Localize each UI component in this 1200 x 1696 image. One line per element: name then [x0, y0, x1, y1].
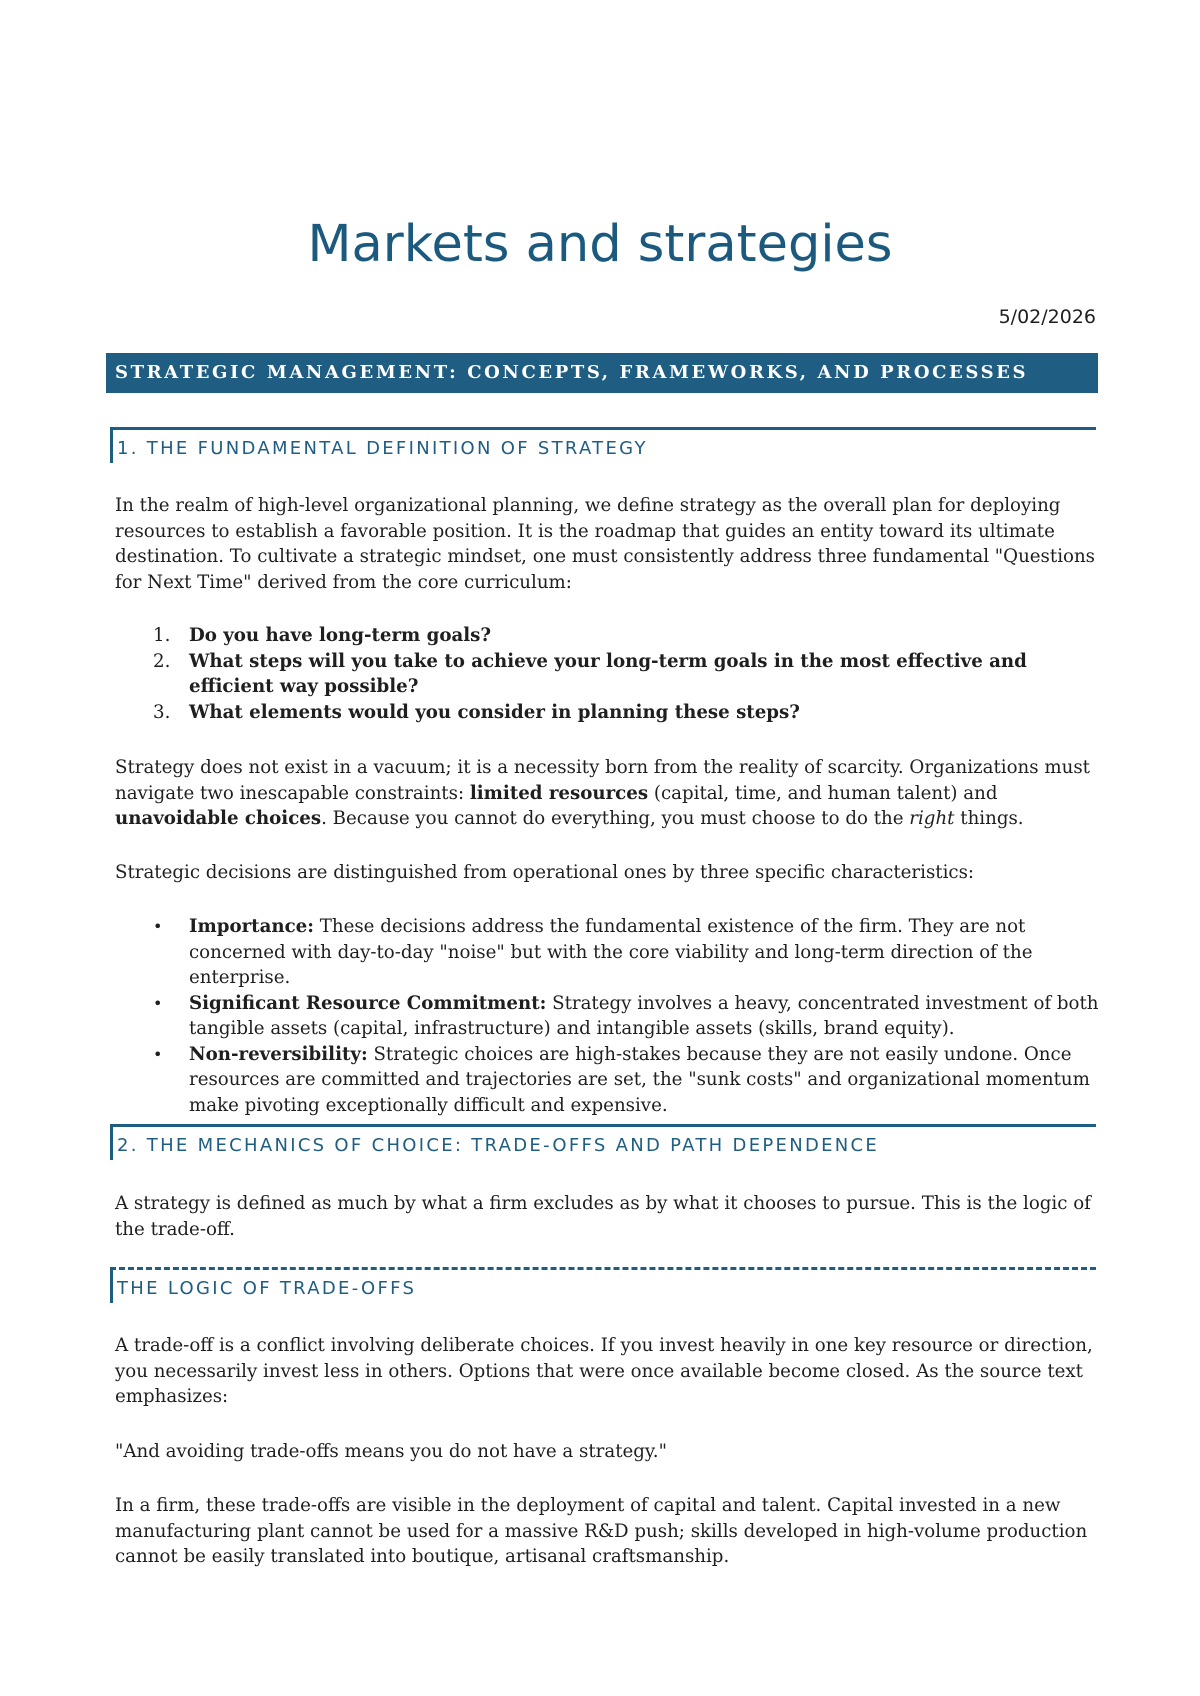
document-date: 5/02/2026: [998, 306, 1096, 328]
scarcity-text-2: (capital, time, and human talent) and: [648, 782, 998, 804]
tradeoff-quote: "And avoiding trade-offs means you do not have a strategy.": [115, 1441, 667, 1462]
bullet: •: [153, 993, 163, 1013]
question-text: What elements would you consider in planning these steps?: [189, 701, 800, 723]
scarcity-text-4: things.: [954, 808, 1024, 829]
tradeoff-paragraph: A trade-off is a conflict involving deliberate choices. If you invest heavily in one key resource or direction, you necessarily invest less in others. Options that were once available become closed. As the source text emphasizes:: [115, 1335, 1093, 1407]
bullet: •: [153, 1044, 163, 1064]
list-item: [115, 914, 1100, 991]
subsection-heading: THE LOGIC OF TRADE-OFFS: [117, 1278, 417, 1299]
section-1-heading-box: [110, 427, 1096, 463]
bullet: •: [153, 917, 163, 936]
list-item: [115, 623, 1100, 649]
characteristic-text: Strategic choices are high-stakes because they are not easily undone. Once resources are committed and trajectories are set, the "sunk costs" and organizational momentum make pivoting exceptionally difficult and expensive.: [189, 1043, 1090, 1116]
list-item: [115, 991, 1100, 1042]
characteristic-text: These decisions address the fundamental existence of the firm. They are not concerned with day-to-day "noise" but with the core viability and long-term direction of the enterprise.: [189, 916, 1033, 988]
capital-paragraph: In a firm, these trade-offs are visible in the deployment of capital and talent. Capital invested in a new manufacturing plant cannot be used for a massive R&D push; skills developed in high-volume production cannot be easily translated into boutique, artisanal craftsmanship.: [115, 1495, 1088, 1567]
characteristics-list: [115, 914, 1100, 1118]
section-1-intro: In the realm of high-level organizational planning, we define strategy as the overall plan for deploying resources to establish a favorable position. It is the roadmap that guides an entity toward its ultimate destination. To cultivate a strategic mindset, one must consistently address three fundamental "Questions for Next Time" derived from the core curriculum:: [115, 495, 1096, 593]
list-number: 3.: [153, 701, 171, 723]
question-text: What steps will you take to achieve your long-term goals in the most effective and efficient way possible?: [189, 650, 1027, 697]
question-text: Do you have long-term goals?: [189, 625, 492, 646]
list-number: 2.: [153, 650, 171, 672]
section-1-heading: 1. THE FUNDAMENTAL DEFINITION OF STRATEGY: [117, 438, 648, 459]
scarcity-text-1: Strategy does not exist in a vacuum; it is a necessity born from the reality of scarcity. Organizations must navigate two inescapable constraints:: [115, 757, 1090, 804]
scarcity-bold-1: limited resources: [469, 782, 649, 804]
list-item: [115, 1042, 1100, 1119]
characteristic-label: Importance:: [189, 916, 314, 937]
list-item: [115, 649, 1100, 700]
section-banner: STRATEGIC MANAGEMENT: CONCEPTS, FRAMEWORKS, AND PROCESSES: [106, 353, 1098, 393]
list-number: 1.: [153, 625, 171, 646]
scarcity-italic: right: [909, 808, 955, 829]
scarcity-paragraph: [115, 755, 1100, 832]
section-2-heading-box: [110, 1124, 1096, 1160]
section-2-heading: 2. THE MECHANICS OF CHOICE: TRADE-OFFS AND PATH DEPENDENCE: [117, 1135, 880, 1156]
characteristic-label: Non-reversibility:: [189, 1043, 368, 1065]
list-item: [115, 700, 1100, 726]
decisions-intro: Strategic decisions are distinguished from operational ones by three specific characteristics:: [115, 862, 975, 883]
questions-list: [115, 623, 1100, 725]
characteristic-label: Significant Resource Commitment:: [189, 992, 547, 1014]
scarcity-text-3: . Because you cannot do everything, you must choose to do the: [321, 808, 910, 829]
section-2-intro: A strategy is defined as much by what a firm excludes as by what it chooses to pursue. This is the logic of the trade-off.: [115, 1193, 1091, 1240]
characteristic-text: Strategy involves a heavy, concentrated investment of both tangible assets (capital, infrastructure) and intangible assets (skills, brand equity).: [189, 992, 1099, 1039]
subsection-heading-box: [110, 1267, 1096, 1303]
scarcity-bold-2: unavoidable choices: [115, 808, 322, 829]
document-title: Markets and strategies: [307, 215, 893, 274]
